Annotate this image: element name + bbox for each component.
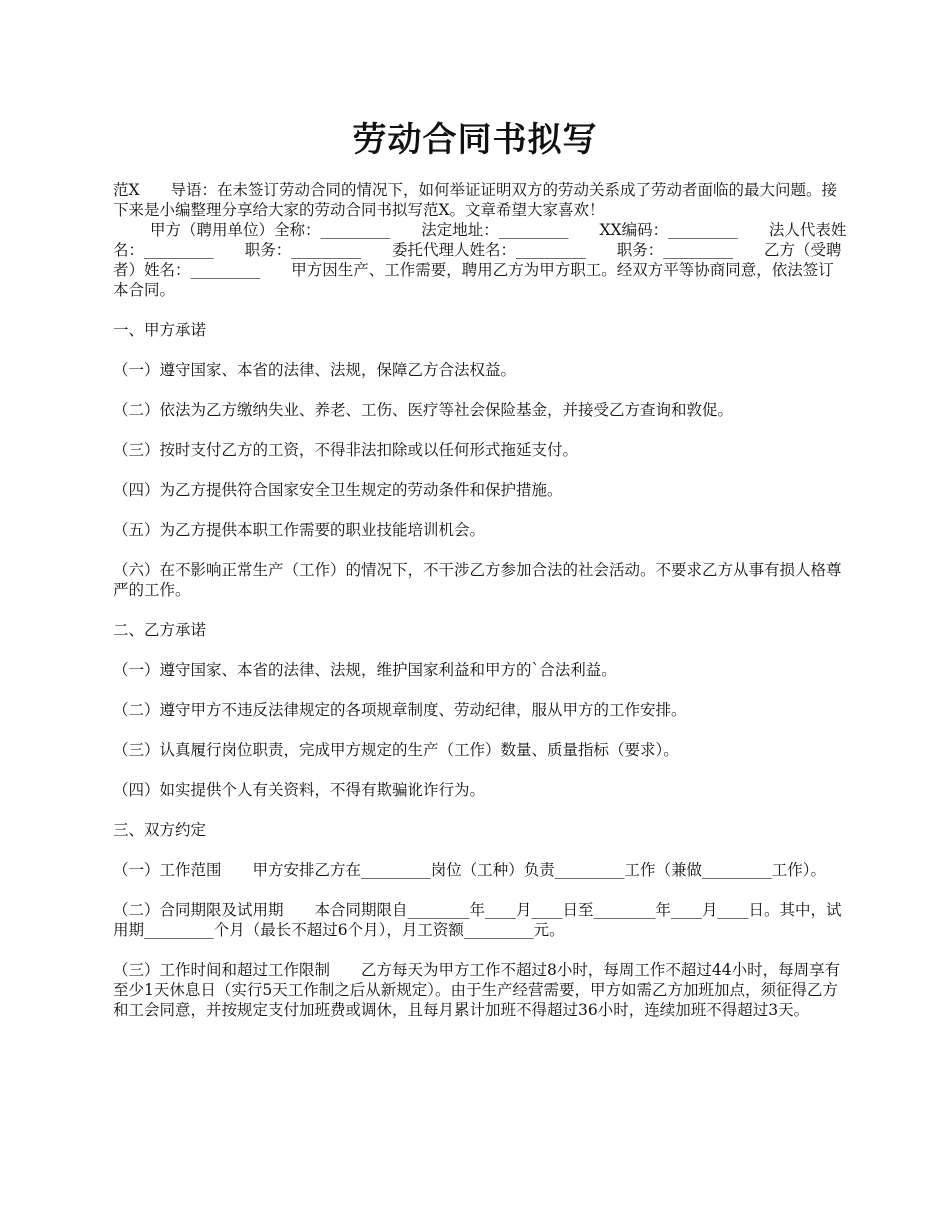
clause-paragraph: （二）遵守甲方不违反法律规定的各项规章制度、劳动纪律，服从甲方的工作安排。 bbox=[113, 701, 687, 719]
clause-paragraph: （五）为乙方提供本职工作需要的职业技能培训机会。 bbox=[113, 521, 486, 539]
clause-paragraph: （二）依法为乙方缴纳失业、养老、工伤、医疗等社会保险基金，并接受乙方查询和敦促。 bbox=[113, 401, 734, 419]
document-body bbox=[113, 180, 848, 1020]
clause-paragraph: （四）如实提供个人有关资料，不得有欺骗讹诈行为。 bbox=[113, 781, 486, 799]
clause-paragraph: （四）为乙方提供符合国家安全卫生规定的劳动条件和保护措施。 bbox=[113, 481, 563, 499]
section-heading: 一、甲方承诺 bbox=[113, 321, 207, 339]
clause-paragraph: （二）合同期限及试用期 本合同期限自________年____月____日至________年____月____日。其中，试用期_________个月（最长不超过6个月），月工资额_________元。 bbox=[113, 901, 842, 939]
clause-paragraph: （三）按时支付乙方的工资，不得非法扣除或以任何形式拖延支付。 bbox=[113, 441, 579, 459]
parties-paragraph: 甲方（聘用单位）全称：_________ 法定地址：_________ XX编码：_________ 法人代表姓名：_________ 职务：_________ 委托代理人姓名：_________ 职务：_________ 乙方（受聘者）姓名：_________ 甲方因生产、工作需要，聘用乙方为甲方职工。经双方平等协商同意，依法签订本合同。 bbox=[113, 221, 847, 299]
section-heading: 三、双方约定 bbox=[113, 821, 207, 839]
document-title: 劳动合同书拟写 bbox=[352, 120, 598, 160]
section-heading: 二、乙方承诺 bbox=[113, 621, 207, 639]
clause-paragraph: （一）工作范围 甲方安排乙方在_________岗位（工种）负责_________工作（兼做_________工作）。 bbox=[113, 861, 827, 879]
clause-paragraph: （三）工作时间和超过工作限制 乙方每天为甲方工作不超过8小时，每周工作不超过44小时，每周享有至少1天休息日（实行5天工作制之后从新规定）。由于生产经营需要，甲方如需乙方加班加点，须征得乙方和工会同意，并按规定支付加班费或调休，且每月累计加班不得超过36小时，连续加班不得超过3天。 bbox=[113, 961, 841, 1019]
clause-paragraph: （一）遵守国家、本省的法律、法规，维护国家利益和甲方的`合法利益。 bbox=[113, 661, 617, 679]
clause-paragraph: （六）在不影响正常生产（工作）的情况下，不干涉乙方参加合法的社会活动。不要求乙方从事有损人格尊严的工作。 bbox=[113, 561, 842, 599]
clause-paragraph: （一）遵守国家、本省的法律、法规，保障乙方合法权益。 bbox=[113, 361, 517, 379]
intro-paragraph: 范X 导语：在未签订劳动合同的情况下，如何举证证明双方的劳动关系成了劳动者面临的最大问题。接下来是小编整理分享给大家的劳动合同书拟写范X。文章希望大家喜欢！ bbox=[113, 181, 838, 219]
clause-paragraph: （三）认真履行岗位职责，完成甲方规定的生产（工作）数量、质量指标（要求）。 bbox=[113, 741, 679, 759]
